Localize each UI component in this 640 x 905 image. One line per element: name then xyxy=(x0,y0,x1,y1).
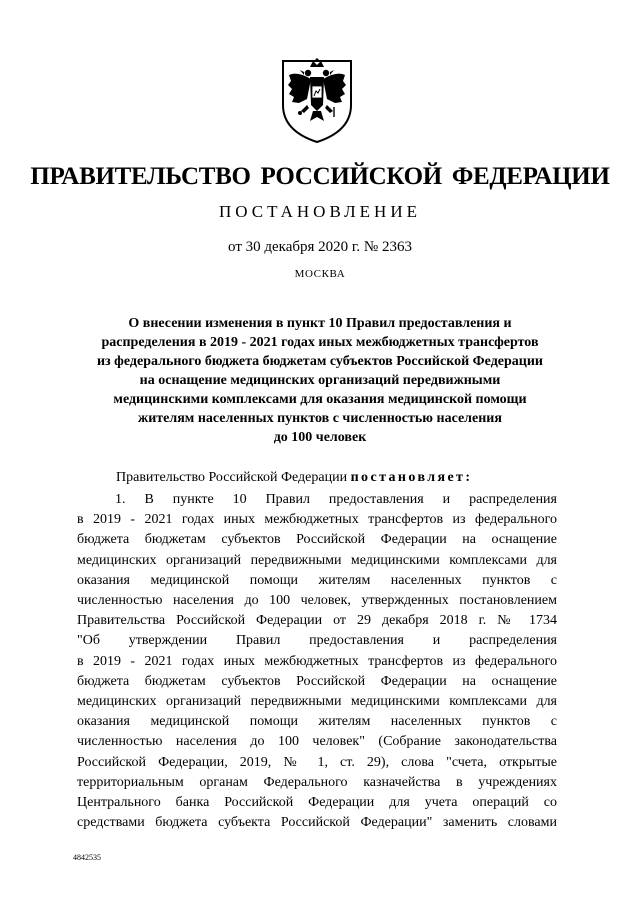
body-line: "Об утверждении Правил предоставления и распределения xyxy=(77,633,557,649)
heading-line: на оснащение медицинских организаций передвижными xyxy=(139,373,501,388)
heading-line: жителям населенных пунктов с численностью населения xyxy=(138,411,502,426)
organization-title: ПРАВИТЕЛЬСТВО РОССИЙСКОЙ ФЕДЕРАЦИИ xyxy=(30,163,610,190)
document-city: МОСКВА xyxy=(294,268,346,280)
footer-document-code: 4842535 xyxy=(73,853,101,862)
body-line: бюджета бюджетам субъектов Российской Федерации на оснащение xyxy=(77,532,557,548)
body-paragraph xyxy=(77,490,557,833)
state-emblem-icon xyxy=(277,55,357,145)
heading-line: до 100 человек xyxy=(273,430,367,445)
body-line: 1. В пункте 10 Правил предоставления и распределения xyxy=(115,492,557,507)
body-line: Правительства Российской Федерации от 29 декабря 2018 г. № 1734 xyxy=(77,613,557,629)
body-line: численностью населения до 100 человек" (Собрание законодательства xyxy=(77,734,557,750)
body-line: Российской Федерации, 2019, № 1, ст. 29), слова "счета, открытые xyxy=(77,754,557,770)
document-date-number: от 30 декабря 2020 г. № 2363 xyxy=(228,239,412,255)
body-line: средствами бюджета субъекта Российской Федерации" заменить словами xyxy=(77,815,557,831)
heading-line: из федерального бюджета бюджетам субъектов Российской Федерации xyxy=(96,354,543,369)
body-line: бюджета бюджетам субъектов Российской Федерации на оснащение xyxy=(77,673,557,689)
body-line: Центрального банка Российской Федерации для учета операций со xyxy=(77,795,557,811)
body-line: оказания медицинской помощи жителям населенных пунктов с xyxy=(77,714,557,730)
heading-line: распределения в 2019 - 2021 годах иных межбюджетных трансфертов xyxy=(101,335,539,350)
heading-line: медицинскими комплексами для оказания медицинской помощи xyxy=(113,392,527,407)
body-line: медицинских организаций передвижными медицинскими комплексами для xyxy=(77,694,557,710)
heading-line: О внесении изменения в пункт 10 Правил предоставления и xyxy=(128,316,512,331)
document-heading xyxy=(60,314,580,447)
body-line: оказания медицинской помощи жителям населенных пунктов с xyxy=(77,572,557,588)
intro-paragraph xyxy=(116,470,472,486)
body-line: в 2019 - 2021 годах иных межбюджетных трансфертов из федерального xyxy=(77,512,557,528)
intro-text: Правительство Российской Федерации xyxy=(116,470,351,485)
document-type: ПОСТАНОВЛЕНИЕ xyxy=(218,202,421,221)
body-line: территориальным органам Федерального казначейства в учреждениях xyxy=(77,774,557,790)
body-line: в 2019 - 2021 годах иных межбюджетных трансфертов из федерального xyxy=(77,653,557,669)
intro-decree-word: постановляет: xyxy=(350,470,473,485)
body-line: численностью населения до 100 человек, утвержденных постановлением xyxy=(77,593,557,609)
body-line: медицинских организаций передвижными медицинскими комплексами для xyxy=(77,552,557,568)
